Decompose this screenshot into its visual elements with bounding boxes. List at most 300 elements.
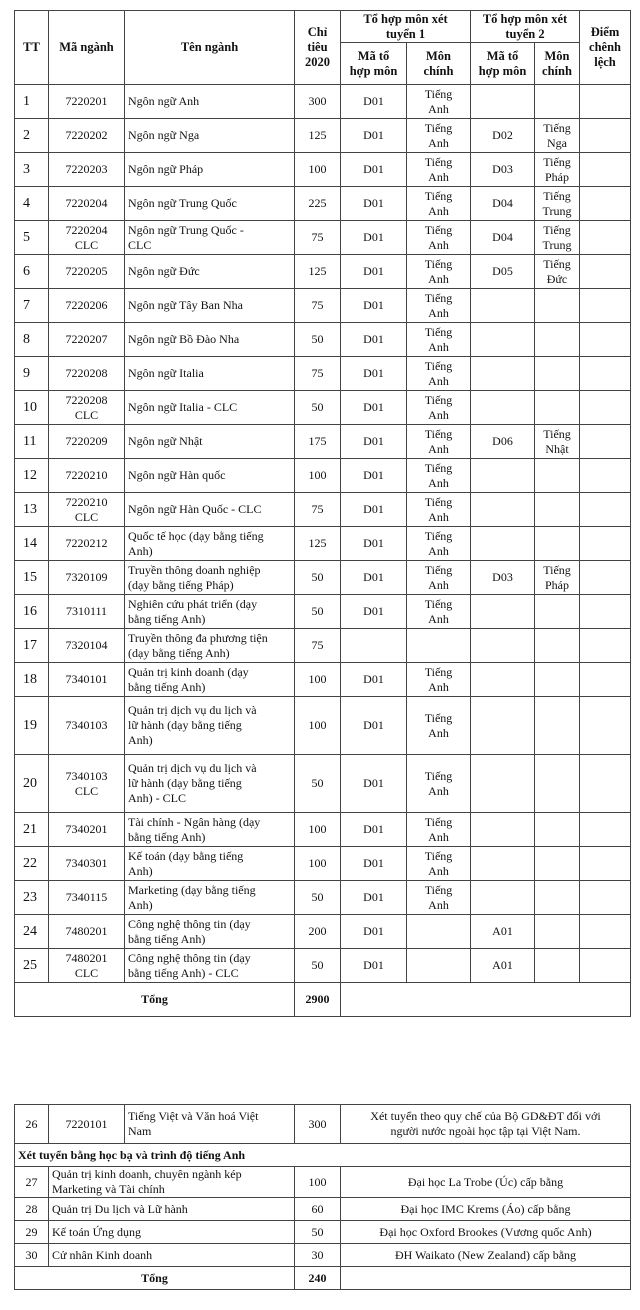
total-1-value: 2900 [295,983,341,1017]
row-chi-tieu: 100 [295,153,341,187]
row-ma-nganh [49,221,125,255]
row-mon1-line1: Tiếng [424,426,453,441]
row-mon-chinh-2 [535,85,580,119]
row-mon1-line1: Tiếng [424,848,453,863]
row-mon1-line2: Anh [428,475,449,490]
header-mon-1-line2: chính [423,63,454,78]
row-mon1-line1: Tiếng [424,814,453,829]
row-chi-tieu: 100 [295,697,341,755]
row-mon1-line2: Anh [428,725,449,740]
row-ma-line1: 7340103 [65,768,108,783]
row-ma-line1: 7220208 [65,366,108,380]
row-ten-line2: Marketing và Tài chính [52,1182,165,1196]
row-ten-line1: Ngôn ngữ Bồ Đào Nha [128,332,240,346]
row-mon-chinh-2 [535,881,580,915]
row-ma-line1: 7220210 [65,468,108,482]
row-ma-to-hop-1: D01 [341,493,407,527]
row-ten-line3: Anh) - CLC [128,791,186,805]
row-ten-nganh [125,425,295,459]
row-ten-nganh [125,595,295,629]
row-mon-chinh-2 [535,357,580,391]
row-ma-to-hop-1: D01 [341,881,407,915]
row-ten-line2: bằng tiếng Anh) - CLC [128,965,239,980]
row-ten-line1: Ngôn ngữ Nhật [128,434,203,448]
row-mon2-line2: Pháp [545,169,569,184]
row-ma-to-hop-1 [341,629,407,663]
row-mon1-line1: Tiếng [424,528,453,543]
row-mon-chinh-1 [407,663,471,697]
row-mon-chinh-1 [407,915,471,949]
row-chi-tieu: 100 [295,663,341,697]
row-mon-chinh-1 [407,425,471,459]
row-mon1-line2: Anh [428,339,449,354]
row-ten-nganh [125,119,295,153]
row-ten-line1: Quản trị kinh doanh (dạy [128,664,249,679]
row-chi-tieu: 300 [295,1105,341,1144]
row-mon-chinh-2 [535,289,580,323]
row-ma-nganh [49,459,125,493]
row-tt: 15 [15,561,49,595]
header-diem-line1: Điểm [590,25,620,39]
row-mon-chinh-2 [535,323,580,357]
row-diem-chenh-lech [580,847,631,881]
row-ma-to-hop-2: D05 [471,255,535,289]
table-row [15,1244,631,1267]
row-ma-nganh [49,153,125,187]
row-chi-tieu: 50 [295,755,341,813]
row-tt: 30 [15,1244,49,1267]
row-tt: 9 [15,357,49,391]
row-mon-chinh-1 [407,595,471,629]
row-ten-line1: Quản trị Du lịch và Lữ hành [52,1201,188,1216]
row-note [341,1105,631,1144]
row-tt: 29 [15,1221,49,1244]
row-diem-chenh-lech [580,289,631,323]
row-mon-chinh-1 [407,289,471,323]
row-tt: 7 [15,289,49,323]
row-ma-to-hop-1: D01 [341,255,407,289]
row-mon-chinh-1 [407,391,471,425]
row-mon-chinh-2 [535,119,580,153]
row-mon1-line1: Tiếng [424,222,453,237]
row-mon-chinh-2 [535,697,580,755]
row-mon-chinh-1 [407,697,471,755]
row-ten-nganh [49,1244,295,1267]
row-ma-nganh [49,915,125,949]
row-note: Đại học Oxford Brookes (Vương quốc Anh) [341,1221,631,1244]
row-mon2-line1: Tiếng [543,188,571,203]
row-mon-chinh-2 [535,459,580,493]
row-ma-to-hop-1: D01 [341,221,407,255]
section-title: Xét tuyển bằng học bạ và trình độ tiếng Anh [15,1144,631,1167]
row-ma-to-hop-2: D04 [471,221,535,255]
row-tt: 17 [15,629,49,663]
row-chi-tieu: 50 [295,561,341,595]
header-to-hop-1 [341,11,471,43]
row-mon1-line2: Anh [428,101,449,116]
row-ma-to-hop-1: D01 [341,595,407,629]
row-ten-line2: Anh) [128,543,153,558]
total-1-label: Tổng [15,983,295,1017]
row-ma-nganh [49,323,125,357]
row-mon1-line1: Tiếng [424,154,453,169]
row-ma-to-hop-1: D01 [341,813,407,847]
row-ma-line1: 7220208 [65,392,108,407]
row-tt: 10 [15,391,49,425]
row-mon2-line2: Nhật [545,441,569,456]
table-row [15,527,631,561]
row-mon2-line2: Đức [546,271,568,286]
row-ma-to-hop-2: A01 [471,949,535,983]
table-row [15,255,631,289]
row-mon-chinh-2 [535,221,580,255]
row-ma-to-hop-2 [471,813,535,847]
row-mon-chinh-2 [535,813,580,847]
row-mon1-line1: Tiếng [424,562,453,577]
row-ten-line2: bằng tiếng Anh) [128,931,206,946]
row-ma-line1: 7340301 [65,856,108,870]
row-mon1-line2: Anh [428,863,449,878]
row-ten-nganh [125,289,295,323]
admission-table-part2 [14,1104,631,1290]
row-tt: 13 [15,493,49,527]
row-ten-nganh [125,561,295,595]
row-mon1-line2: Anh [428,203,449,218]
row-mon2-line1: Tiếng [543,120,571,135]
row-chi-tieu: 100 [295,847,341,881]
row-mon1-line2: Anh [428,305,449,320]
row-ten-line1: Ngôn ngữ Hàn quốc [128,468,226,482]
row-ma-line1: 7220206 [65,298,108,312]
row-tt: 27 [15,1167,49,1198]
row-ten-nganh [125,221,295,255]
row-ten-line3: Anh) [128,733,153,747]
row-ma-line1: 7220201 [65,94,108,108]
row-ma-line1: 7340101 [65,672,108,686]
header-to-hop-2-line1: Tổ hợp môn xét [482,11,568,26]
row-ma-nganh [49,663,125,697]
row-mon-chinh-2 [535,187,580,221]
row-ma-line2: CLC [74,237,99,252]
table-row [15,425,631,459]
row-ten-line1: Ngôn ngữ Trung Quốc [128,196,237,210]
row-mon1-line2: Anh [428,271,449,286]
row-ten-line1: Truyền thông doanh nghiệp [128,562,261,577]
row-ma-nganh [49,527,125,561]
row-ma-to-hop-1: D01 [341,289,407,323]
row-ma-to-hop-2 [471,881,535,915]
header-ma-to-2-line1: Mã tổ [486,48,519,63]
header-mon-2-line2: chính [542,63,572,78]
row-ma-nganh [49,391,125,425]
row-ten-line2: bằng tiếng Anh) [128,679,206,694]
row-diem-chenh-lech [580,425,631,459]
row-diem-chenh-lech [580,187,631,221]
row-mon-chinh-1 [407,323,471,357]
row-chi-tieu: 300 [295,85,341,119]
row-ma-line1: 7220204 [65,222,108,237]
row-tt: 11 [15,425,49,459]
table-row [15,391,631,425]
row-ten-line1: Quản trị dịch vụ du lịch và [128,703,257,717]
row-diem-chenh-lech [580,153,631,187]
row-mon1-line1: Tiếng [424,392,453,407]
row-ma-line1: 7480201 [65,950,108,965]
row-ten-line1: Kế toán Ứng dụng [52,1224,141,1239]
row-diem-chenh-lech [580,255,631,289]
table-row [15,915,631,949]
row-ma-line1: 7340201 [65,822,108,836]
row-ten-nganh [125,629,295,663]
row-ma-to-hop-2 [471,85,535,119]
header-to-hop-2-line2: tuyển 2 [505,26,545,41]
row-ma-nganh [49,949,125,983]
row-ma-to-hop-1: D01 [341,391,407,425]
row-ten-line1: Quốc tế học (dạy bằng tiếng [128,528,264,543]
row-ten-nganh [49,1167,295,1198]
row-ma-to-hop-1: D01 [341,323,407,357]
row-diem-chenh-lech [580,629,631,663]
row-diem-chenh-lech [580,697,631,755]
row-ma-line1: 7220203 [65,162,108,176]
row-ma-to-hop-2 [471,663,535,697]
admission-table-part2-body [15,1167,631,1267]
row-mon-chinh-1 [407,755,471,813]
row-mon1-line2: Anh [428,783,449,798]
table-row [15,357,631,391]
row-ma-to-hop-2: D06 [471,425,535,459]
row-diem-chenh-lech [580,915,631,949]
row-ma-to-hop-2 [471,289,535,323]
row-ten-nganh [125,813,295,847]
row-tt: 4 [15,187,49,221]
row-ma-line2: CLC [74,407,99,422]
row-tt: 18 [15,663,49,697]
row-mon1-line1: Tiếng [424,460,453,475]
header-ma-to-2-line2: hợp môn [478,63,527,78]
row-ten-line1: Ngôn ngữ Tây Ban Nha [128,298,243,312]
header-diem-line3: lệch [594,55,616,69]
row-ten-line1: Ngôn ngữ Pháp [128,162,204,176]
table-row [15,663,631,697]
row-mon1-line1: Tiếng [424,664,453,679]
row-mon-chinh-1 [407,561,471,595]
row-chi-tieu: 175 [295,425,341,459]
row-ma-to-hop-1: D01 [341,755,407,813]
row-ten-nganh [125,391,295,425]
row-ma-line1: 7220202 [65,128,108,142]
row-diem-chenh-lech [580,595,631,629]
row-ma-to-hop-2: D04 [471,187,535,221]
table-row [15,595,631,629]
row-ten-nganh [125,881,295,915]
table-row [15,881,631,915]
row-mon-chinh-2 [535,493,580,527]
row-ma-nganh [49,425,125,459]
table-row [15,847,631,881]
header-chi-tieu-line2: tiêu [307,40,328,54]
row-ma-line1: 7320109 [65,570,108,584]
row-ten-nganh [125,85,295,119]
row-ma-nganh [49,847,125,881]
row-ten-nganh [125,323,295,357]
row-ma-nganh [49,755,125,813]
row-note: Đại học La Trobe (Úc) cấp bằng [341,1167,631,1198]
row-ten-line1: Công nghệ thông tin (dạy [128,950,251,965]
row-ma-nganh [49,357,125,391]
row-diem-chenh-lech [580,323,631,357]
row-ten-nganh [125,1105,295,1144]
row-mon1-line1: Tiếng [424,86,453,101]
row-mon-chinh-1 [407,493,471,527]
header-chi-tieu [295,11,341,85]
row-mon2-line2: Nga [547,135,567,150]
row-ten-line1: Truyền thông đa phương tiện [128,630,268,645]
section-title-row [15,1144,631,1167]
row-ten-line1: Quản trị dịch vụ du lịch và [128,761,257,775]
row-diem-chenh-lech [580,663,631,697]
row-mon-chinh-2 [535,527,580,561]
row-chi-tieu: 200 [295,915,341,949]
row-diem-chenh-lech [580,755,631,813]
row-ten-line1: Tài chính - Ngân hàng (dạy [128,814,261,829]
row-ma-to-hop-2 [471,391,535,425]
row-mon1-line1: Tiếng [424,188,453,203]
row-chi-tieu: 75 [295,221,341,255]
row-chi-tieu: 30 [295,1244,341,1267]
row-tt: 24 [15,915,49,949]
row-mon1-line1: Tiếng [424,358,453,373]
row-mon-chinh-2 [535,255,580,289]
row-ma-nganh [49,119,125,153]
row-mon2-line2: Trung [542,203,572,218]
row-ma-nganh [49,255,125,289]
admission-table [14,10,631,1017]
row-tt: 16 [15,595,49,629]
row-mon-chinh-1 [407,187,471,221]
row-note-line2: người nước ngoài học tập tại Việt Nam. [390,1124,581,1138]
row-mon-chinh-2 [535,949,580,983]
row-diem-chenh-lech [580,493,631,527]
table-row [15,493,631,527]
header-diem-chenh-lech [580,11,631,85]
row-tt: 2 [15,119,49,153]
row-mon1-line2: Anh [428,169,449,184]
row-diem-chenh-lech [580,459,631,493]
row-ma-line2: CLC [74,965,99,980]
row-ma-line1: 7220205 [65,264,108,278]
row-mon-chinh-1 [407,813,471,847]
row-chi-tieu: 125 [295,119,341,153]
row-ten-nganh [125,697,295,755]
row-mon1-line2: Anh [428,577,449,592]
row-mon-chinh-2 [535,391,580,425]
row-chi-tieu: 50 [295,595,341,629]
row-mon1-line2: Anh [428,237,449,252]
table-row [15,323,631,357]
header-ma-nganh: Mã ngành [49,11,125,85]
row-ma-nganh [49,629,125,663]
row-ma-to-hop-2 [471,527,535,561]
row-ten-nganh [49,1221,295,1244]
row-mon2-line1: Tiếng [543,562,571,577]
header-ten-nganh: Tên ngành [125,11,295,85]
row-ten-line2: lữ hành (dạy bằng tiếng [128,718,242,732]
row-ten-nganh [125,915,295,949]
row-ten-line2: lữ hành (dạy bằng tiếng [128,776,242,790]
row-ma-line2: CLC [74,509,99,524]
row-ma-to-hop-1: D01 [341,847,407,881]
row-diem-chenh-lech [580,561,631,595]
row-mon-chinh-1 [407,153,471,187]
row-ma-line1: 7320104 [65,638,108,652]
table-row [15,697,631,755]
row-ma-to-hop-1: D01 [341,915,407,949]
row-ten-line2: bằng tiếng Anh) [128,829,206,844]
row-diem-chenh-lech [580,949,631,983]
row-ma-to-hop-2 [471,847,535,881]
row-mon-chinh-1 [407,949,471,983]
row-ten-line1: Kế toán (dạy bằng tiếng [128,848,244,863]
row-ma-line1: 7480201 [65,924,108,938]
row-tt: 6 [15,255,49,289]
row-chi-tieu: 75 [295,493,341,527]
row-ma-to-hop-1: D01 [341,459,407,493]
row-ma-line1: 7340103 [65,718,108,732]
row-ma-to-hop-2 [471,459,535,493]
row-note: Đại học IMC Krems (Áo) cấp bằng [341,1198,631,1221]
row-tt: 12 [15,459,49,493]
row-ten-nganh [125,755,295,813]
row-ma-nganh [49,813,125,847]
row-tt: 5 [15,221,49,255]
header-chi-tieu-line3: 2020 [305,55,330,69]
row-chi-tieu: 50 [295,1221,341,1244]
row-mon2-line1: Tiếng [543,256,571,271]
row-ten-nganh [125,949,295,983]
row-tt: 28 [15,1198,49,1221]
row-tt: 23 [15,881,49,915]
row-mon2-line1: Tiếng [543,154,571,169]
row-ten-nganh [125,255,295,289]
row-ma-to-hop-1: D01 [341,425,407,459]
row-note-line1: Xét tuyển theo quy chế của Bộ GD&ĐT đối với [370,1109,601,1123]
table-row [15,187,631,221]
row-mon1-line2: Anh [428,407,449,422]
row-ma-line1: 7220207 [65,332,108,346]
row-diem-chenh-lech [580,527,631,561]
row-diem-chenh-lech [580,813,631,847]
row-ten-line1: Công nghệ thông tin (dạy [128,916,251,931]
row-mon-chinh-2 [535,629,580,663]
row-ma-to-hop-1: D01 [341,85,407,119]
row-mon-chinh-2 [535,153,580,187]
row-mon-chinh-1 [407,221,471,255]
row-ma-line1: 7340115 [65,890,108,904]
row-ten-line2: Anh) [128,863,153,878]
row-ten-nganh [49,1198,295,1221]
row-mon-chinh-1 [407,847,471,881]
row-ma-to-hop-2 [471,357,535,391]
row-ma-nganh [49,697,125,755]
row-ten-line1: Ngôn ngữ Italia [128,366,204,380]
table-row [15,561,631,595]
row-ten-line1: Nghiên cứu phát triển (dạy [128,596,258,611]
row-tt: 21 [15,813,49,847]
row-tt: 22 [15,847,49,881]
row-ma-to-hop-1: D01 [341,949,407,983]
row-chi-tieu: 50 [295,391,341,425]
